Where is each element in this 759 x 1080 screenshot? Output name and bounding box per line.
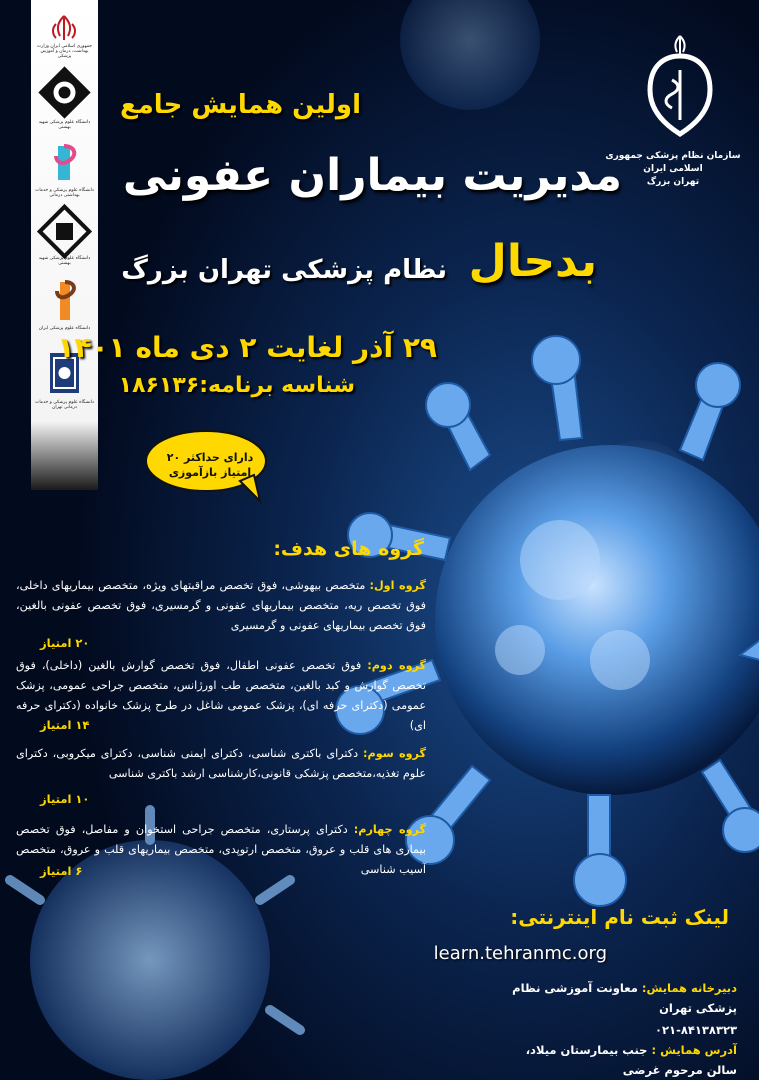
group-description: فوق تخصص عفونی اطفال، فوق تخصص گوارش بالغین (داخلی)، فوق تخصص گوارش و کبد بالغین، متخصص طب اورژانس، متخصص جراحی عمومی، پزشک عمومی (دکترای حرفه ای)، پزشک عمومی شاغل در طرح پزشک خانواده (دکترای حرفه ای)	[16, 659, 426, 732]
group-points: ۶ امتیاز	[40, 864, 83, 878]
logo-caption: دانشگاه علوم پزشکی ایران	[38, 326, 91, 331]
registration-heading: لینک ثبت نام اینترنتی:	[510, 905, 729, 929]
logo-caption: دانشگاه علوم پزشکی و خدمات بهداشتی درمانی	[35, 188, 94, 198]
target-group-3	[16, 744, 426, 784]
conference-date: ۲۹ آذر لغایت ۲ دی ماه ۱۴۰۱	[57, 331, 437, 364]
group-points: ۱۰ امتیاز	[40, 792, 90, 806]
phone-number: ۰۲۱-۸۴۱۳۸۳۲۳	[655, 1023, 737, 1037]
venue-info	[507, 1040, 737, 1080]
group-label: گروه دوم:	[367, 659, 426, 672]
group-points: ۲۰ امتیاز	[40, 636, 90, 650]
group-points: ۱۴ امتیاز	[40, 718, 90, 732]
org-name: سازمان نظام پزشکی جمهوری اسلامی ایران	[605, 151, 741, 174]
target-groups-heading: گروه های هدف:	[273, 538, 424, 560]
secretariat-value: معاونت آموزشی نظام پزشکی تهران	[512, 981, 737, 1015]
credit-badge-text	[150, 450, 270, 480]
group-label: گروه سوم:	[363, 747, 427, 760]
group-description: دکترای پرستاری، متخصص جراحی استخوان و مفاصل، فوق تخصص بیماری های قلب و عروق، متخصص ارتوپدی، متخصص بیماریهای قلب و عروق، متخصص آسیب شناسی	[16, 823, 426, 876]
group-label: گروه چهارم:	[353, 823, 426, 836]
iran-emblem-icon	[38, 14, 91, 42]
credit-badge-line1: دارای حداکثر ۲۰	[166, 451, 254, 464]
conference-title-bold: بدحال	[468, 236, 597, 287]
logo-caption: دانشگاه علوم پزشکی و خدمات درمانی تهران	[35, 400, 94, 410]
conference-organizer: نظام پزشکی تهران بزرگ	[121, 255, 447, 285]
registration-link[interactable]: learn.tehranmc.org	[433, 943, 607, 964]
shahid-beheshti-university-logo-icon	[38, 72, 91, 116]
conference-subtitle: اولین همایش جامع	[119, 90, 361, 120]
medical-council-logo-icon	[630, 30, 730, 140]
group-label: گروه اول:	[369, 579, 426, 592]
sidebar-logos	[31, 0, 98, 490]
venue-label: آدرس همایش :	[651, 1043, 737, 1057]
conference-title: مدیریت بیماران عفونی	[122, 150, 622, 201]
secretariat-info	[507, 978, 737, 1018]
venue-value: جنب بیمارستان میلاد، سالن مرحوم غرضی	[525, 1043, 737, 1077]
logo-caption: دانشگاه علوم پزشکی شهید بهشتی	[38, 120, 91, 130]
program-id: شناسه برنامه:۱۸۶۱۳۶	[118, 373, 355, 398]
credit-badge-line2: امتیاز بازآموزی	[168, 466, 252, 479]
secretariat-label: دبیرخانه همایش:	[641, 981, 737, 995]
target-group-1	[16, 576, 426, 636]
org-branch: تهران بزرگ	[646, 177, 700, 187]
logo-caption: دانشگاه علوم پزشکی شهید بهشتی	[38, 256, 91, 266]
university-logo-icon	[38, 140, 91, 186]
iran-university-logo-icon	[38, 278, 91, 324]
university-logo-icon	[38, 210, 91, 254]
group-description: متخصص بیهوشی، فوق تخصص مراقبتهای ویژه، متخصص بیماریهای داخلی، فوق تخصص ریه، متخصص بیماریهای عفونی و گرمسیری، فوق تخصص عفونی بالغین، فوق تخصص بیماریهای عفونی و گرمسیری	[16, 579, 426, 632]
group-description: دکترای باکتری شناسی، دکترای ایمنی شناسی، دکترای میکروبی، دکترای علوم تغذیه،متخصص پزشکی قانونی،کارشناسی ارشد باکتری شناسی	[16, 747, 426, 780]
logo-caption: جمهوری اسلامی ایران وزارت بهداشت، درمان و آموزش پزشکی	[36, 44, 93, 59]
